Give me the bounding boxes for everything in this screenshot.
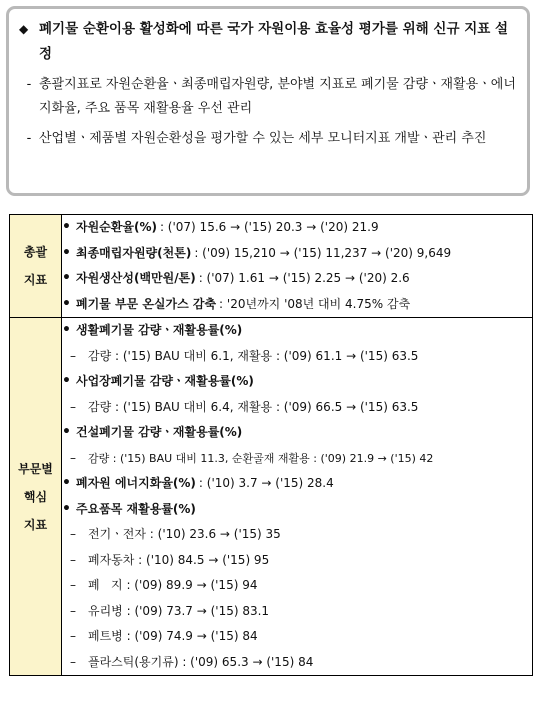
sub-indicator-text: 유리병 : ('09) 73.7 → ('15) 83.1 — [88, 603, 270, 618]
summary-headline-text: 폐기물 순환이용 활성화에 따른 국가 자원이용 효율성 평가를 위해 신규 지표 설정 — [39, 21, 509, 62]
indicator-row — [62, 369, 532, 395]
sub-indicator-text: 감량 : ('15) BAU 대비 11.3, 순환골재 재활용 : ('09) 21.9 → ('15) 42 — [88, 451, 434, 465]
sub-indicator-row — [62, 446, 532, 472]
sector-indicator-section — [10, 318, 533, 676]
dash-bullet-icon: – — [70, 603, 76, 618]
sub-indicator-row — [62, 573, 532, 599]
dash-bullet-icon: - — [26, 77, 32, 92]
sub-indicator-row — [62, 344, 532, 370]
indicator-row — [62, 471, 532, 497]
summary-box — [6, 6, 530, 196]
bullet-icon: • — [62, 270, 71, 286]
sub-indicator-row — [62, 395, 532, 421]
sub-indicator-row — [62, 650, 532, 676]
overall-category-cell — [10, 215, 62, 318]
sub-indicator-row — [62, 548, 532, 574]
indicator-table — [9, 214, 533, 676]
bullet-icon: • — [62, 295, 71, 312]
indicator-label: 자원순환율(%) — [76, 220, 157, 234]
bullet-icon: • — [62, 500, 71, 517]
sub-indicator-text: 폐 지 : ('09) 89.9 → ('15) 94 — [88, 578, 258, 592]
indicator-row — [62, 318, 532, 344]
category-label: 핵심 — [23, 489, 48, 504]
bullet-icon: • — [62, 373, 71, 389]
bullet-icon: • — [62, 322, 71, 338]
dash-bullet-icon: – — [70, 578, 76, 592]
sub-indicator-text: 전기ㆍ전자 : ('10) 23.6 → ('15) 35 — [88, 527, 281, 541]
dash-bullet-icon: – — [70, 527, 76, 541]
indicator-row — [62, 292, 532, 318]
diamond-bullet-icon: ◆ — [19, 22, 29, 36]
summary-point-text: 총괄지표로 자원순환율ㆍ최종매립자원량, 분야별 지표로 폐기물 감량ㆍ재활용ㆍ에너지화율, 주요 품목 재활용율 우선 관리 — [39, 77, 516, 116]
sub-indicator-text: 페트병 : ('09) 74.9 → ('15) 84 — [88, 629, 258, 643]
indicator-value: : ('07) 1.61 → ('15) 2.25 → ('20) 2.6 — [198, 271, 410, 285]
bullet-icon: • — [62, 219, 71, 235]
sub-indicator-text: 감량 : ('15) BAU 대비 6.4, 재활용 : ('09) 66.5 → ('15) 63.5 — [88, 399, 419, 414]
dash-bullet-icon: - — [26, 131, 32, 146]
overall-items-cell — [62, 215, 533, 318]
dash-bullet-icon: – — [70, 399, 76, 414]
indicator-label: 사업장폐기물 감량ㆍ재활용률(%) — [76, 374, 254, 388]
indicator-row — [62, 215, 532, 241]
sub-indicator-row — [62, 522, 532, 548]
indicator-label: 최종매립자원량(천톤) — [76, 245, 192, 260]
sub-indicator-row — [62, 624, 532, 650]
bullet-icon: • — [62, 475, 71, 491]
dash-bullet-icon: – — [70, 552, 76, 567]
indicator-label: 자원생산성(백만원/톤) — [76, 271, 196, 285]
indicator-value: : ('07) 15.6 → ('15) 20.3 → ('20) 21.9 — [159, 220, 379, 234]
dash-bullet-icon: – — [70, 629, 76, 643]
dash-bullet-icon: – — [70, 654, 76, 669]
indicator-label: 건설폐기물 감량ㆍ재활용률(%) — [76, 425, 243, 439]
category-label: 부문별 — [18, 461, 53, 476]
dash-bullet-icon: – — [70, 450, 76, 465]
indicator-label: 생활폐기물 감량ㆍ재활용률(%) — [76, 323, 243, 337]
dash-bullet-icon: – — [70, 348, 76, 363]
indicator-value: : ('10) 3.7 → ('15) 28.4 — [198, 476, 334, 490]
sub-indicator-text: 폐자동차 : ('10) 84.5 → ('15) 95 — [88, 552, 270, 567]
category-label: 지표 — [23, 517, 48, 532]
indicator-value: : ('09) 15,210 → ('15) 11,237 → ('20) 9,649 — [194, 245, 452, 260]
sector-items-cell — [62, 318, 533, 676]
indicator-row — [62, 241, 532, 267]
bullet-icon: • — [62, 424, 71, 440]
indicator-value: : '20년까지 '08년 대비 4.75% 감축 — [219, 296, 411, 311]
category-label: 지표 — [23, 273, 48, 287]
sub-indicator-text: 감량 : ('15) BAU 대비 6.1, 재활용 : ('09) 61.1 → ('15) 63.5 — [88, 348, 419, 363]
sub-indicator-row — [62, 599, 532, 625]
summary-point — [19, 73, 517, 121]
indicator-label: 주요품목 재활용률(%) — [76, 501, 196, 516]
indicator-row — [62, 497, 532, 523]
indicator-row — [62, 266, 532, 292]
indicator-label: 폐기물 부문 온실가스 감축 — [76, 296, 217, 311]
summary-point-text: 산업별ㆍ제품별 자원순환성을 평가할 수 있는 세부 모니터지표 개발ㆍ관리 추진 — [39, 131, 487, 146]
sub-indicator-text: 플라스틱(용기류) : ('09) 65.3 → ('15) 84 — [88, 654, 314, 669]
summary-point — [19, 127, 517, 151]
indicator-label: 폐자원 에너지화율(%) — [76, 476, 196, 490]
indicator-row — [62, 420, 532, 446]
category-label: 총괄 — [23, 245, 48, 259]
bullet-icon: • — [62, 244, 71, 261]
overall-indicator-section — [10, 215, 533, 318]
sector-category-cell — [10, 318, 62, 676]
summary-headline — [19, 17, 517, 67]
